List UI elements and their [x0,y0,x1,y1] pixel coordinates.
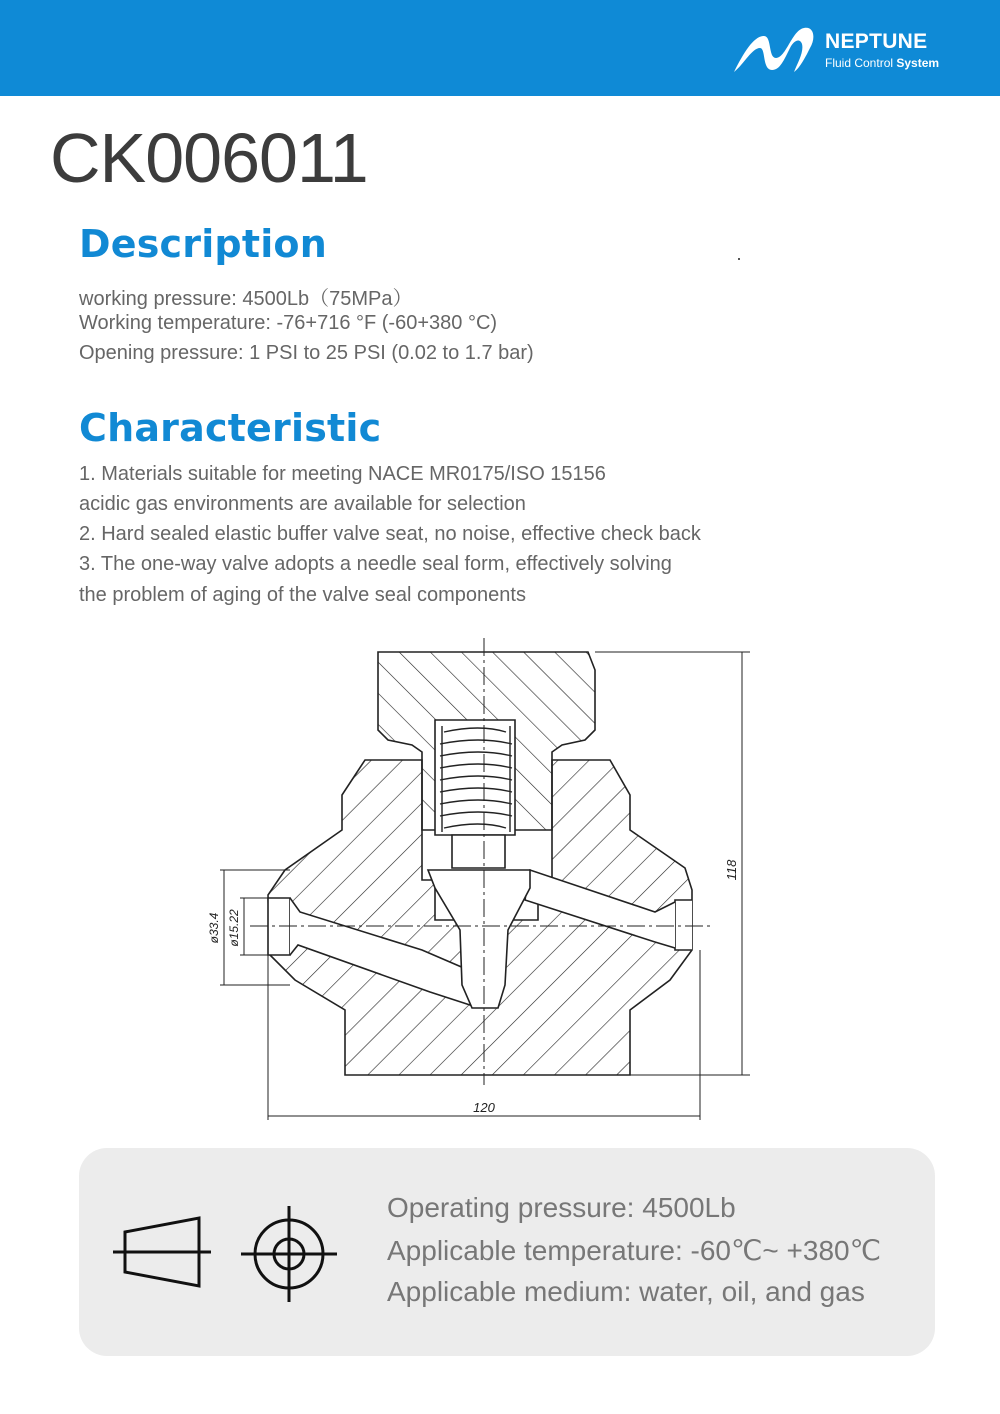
spec-line: Applicable temperature: -60℃~ +380℃ [387,1235,882,1266]
dim-inner-dia-label: ø15.22 [227,909,241,947]
specs-box [79,1148,935,1356]
brand-tagline [825,56,939,70]
crosshair-circle-symbol-icon [239,1204,339,1304]
spec-line: Operating pressure: 4500Lb [387,1192,736,1223]
brand-name: NEPTUNE [825,30,928,53]
tagline-prefix: Fluid Control [825,56,897,70]
characteristic-line: the problem of aging of the valve seal components [79,584,526,606]
characteristic-line: 1. Materials suitable for meeting NACE MR0175/ISO 15156 [79,463,606,485]
characteristic-line: 3. The one-way valve adopts a needle seal form, effectively solving [79,553,672,575]
characteristic-line: 2. Hard sealed elastic buffer valve seat, no noise, effective check back [79,523,701,545]
neptune-wave-logo-icon [730,22,822,78]
description-line: working pressure: 4500Lb（75MPa） [79,288,413,310]
description-title: Description [79,222,327,266]
spec-line: Applicable medium: water, oil, and gas [387,1276,865,1307]
dim-height-label: 118 [724,859,739,881]
taper-projection-symbol-icon [113,1210,213,1294]
stray-dot [738,258,740,260]
header-bar [0,0,1000,96]
characteristic-line: acidic gas environments are available for selection [79,493,526,515]
characteristic-title: Characteristic [79,406,382,450]
dim-outer-dia-label: ø33.4 [207,912,221,944]
neptune-logo [730,22,960,82]
model-number: CK006011 [50,119,368,197]
tagline-bold: System [896,56,940,70]
dim-width-label: 120 [473,1100,495,1115]
description-line: Opening pressure: 1 PSI to 25 PSI (0.02 to 1.7 bar) [79,342,534,364]
description-line: Working temperature: -76+716 °F (-60+380 °C) [79,312,498,334]
valve-cross-section-drawing [190,630,760,1130]
